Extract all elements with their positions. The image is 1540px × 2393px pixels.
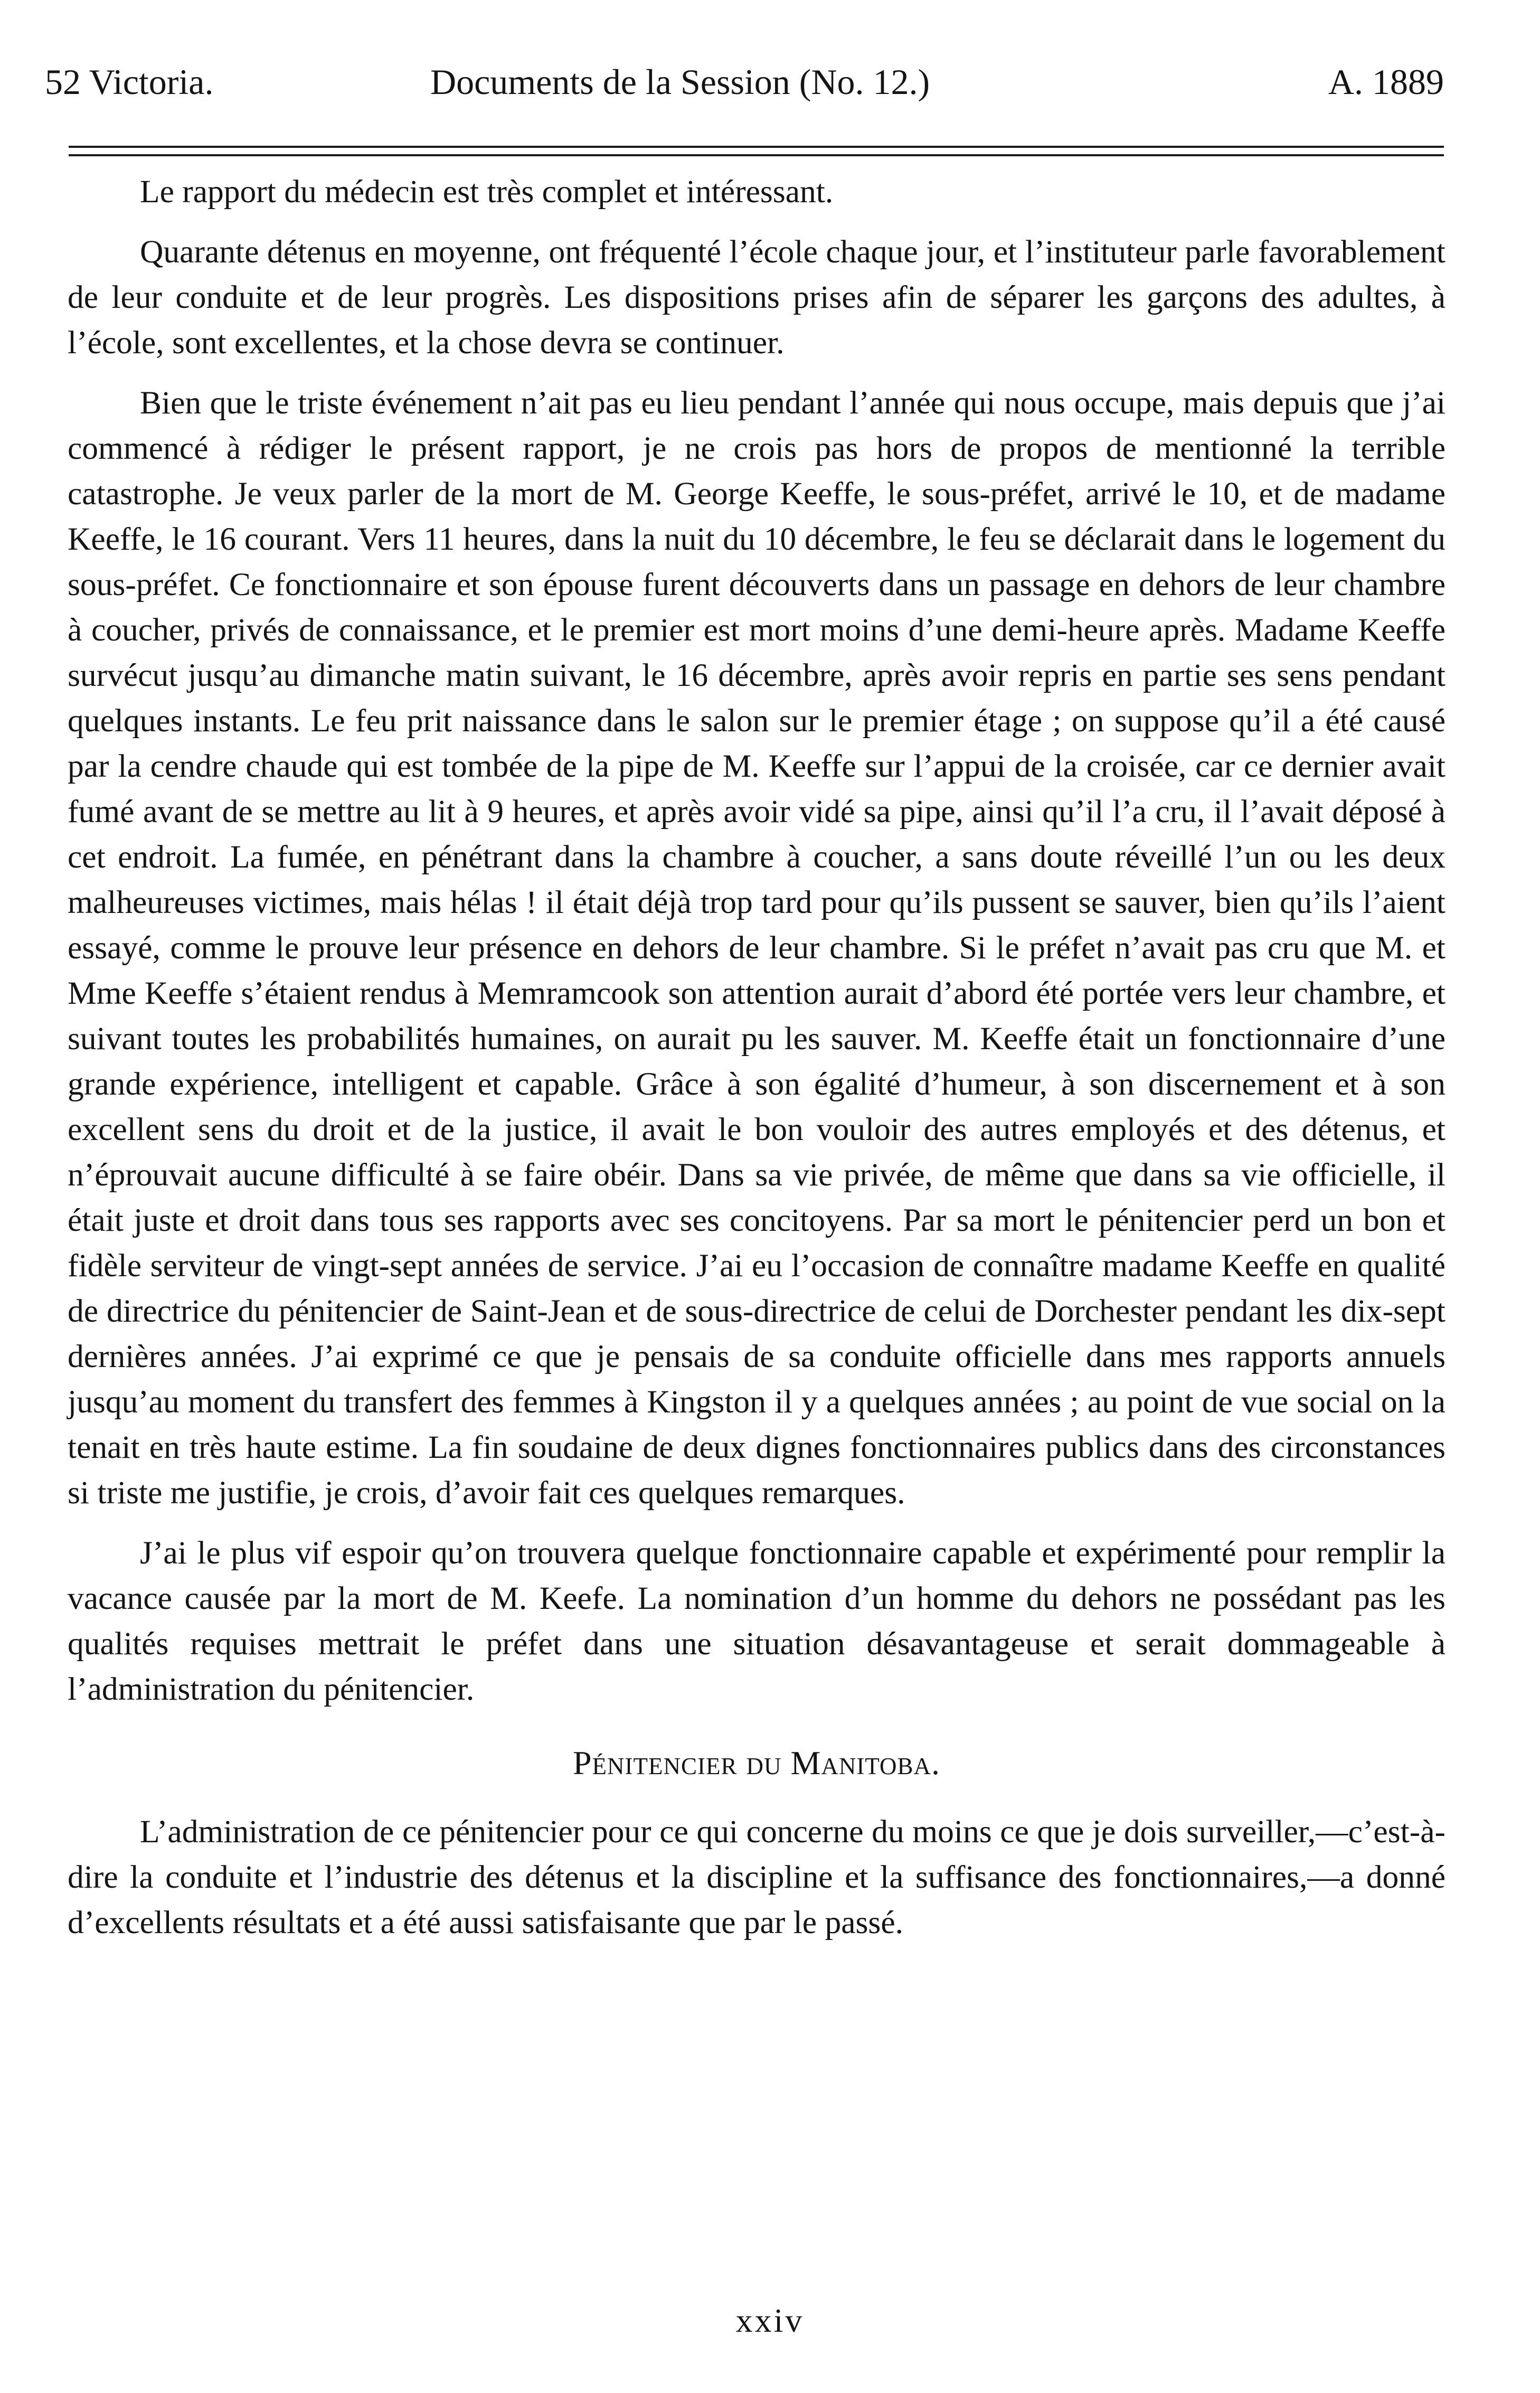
- header-volume: 52 Victoria.: [45, 62, 214, 102]
- header-rule-bottom: [69, 154, 1444, 156]
- header-title: Documents de la Session (No. 12.): [430, 62, 930, 102]
- body-text: [68, 169, 1445, 1960]
- page-number: xxiv: [735, 2302, 805, 2339]
- header-rule-top: [69, 146, 1444, 148]
- paragraph: J’ai le plus vif espoir qu’on trouvera quelque fonctionnaire capable et expérimenté pour remplir la vacance causée par la mort de M. Keefe. La nomination d’un homme du dehors ne possédant pas les qualités requises mettrait le préfet dans une situation désavantageuse et serait dommageable à l’administration du pénitencier.: [68, 1535, 1445, 1707]
- section-heading: Pénitencier du Manitoba.: [572, 1744, 941, 1782]
- paragraph: L’administration de ce pénitencier pour ce qui concerne du moins ce que je dois surveiller,—c’est-à-dire la conduite et l’industrie des détenus et la discipline et la suffisance des fonctionnaires,—a donné d’excellents résultats et a été aussi satisfaisante que par le passé.: [68, 1814, 1445, 1940]
- paragraph: Bien que le triste événement n’ait pas eu lieu pendant l’année qui nous occupe, mais depuis que j’ai commencé à rédiger le présent rapport, je ne crois pas hors de propos de mentionné la terrible catastrophe. Je veux parler de la mort de M. George Keeffe, le sous-préfet, arrivé le 10, et de madame Keeffe, le 16 courant. Vers 11 heures, dans la nuit du 10 décembre, le feu se déclarait dans le logement du sous-préfet. Ce fonctionnaire et son épouse furent découverts dans un passage en dehors de leur chambre à coucher, privés de connaissance, et le premier est mort moins d’une demi-heure après. Madame Keeffe survécut jusqu’au dimanche matin suivant, le 16 décembre, après avoir repris en partie ses sens pendant quelques instants. Le feu prit naissance dans le salon sur le premier étage ; on suppose qu’il a été causé par la cendre chaude qui est tombée de la pipe de M. Keeffe sur l’appui de la croisée, car ce dernier avait fumé avant de se mettre au lit à 9 heures, et après avoir vidé sa pipe, ainsi qu’il l’a cru, il l’avait déposé à cet endroit. La fumée, en pénétrant dans la chambre à coucher, a sans doute réveillé l’un ou les deux malheureuses victimes, mais hélas ! il était déjà trop tard pour qu’ils pussent se sauver, bien qu’ils l’aient essayé, comme le prouve leur présence en dehors de leur chambre. Si le préfet n’avait pas cru que M. et Mme Keeffe s’étaient rendus à Memramcook son attention aurait d’abord été portée vers leur chambre, et suivant toutes les probabilités humaines, on aurait pu les sauver. M. Keeffe était un fonctionnaire d’une grande expérience, intelligent et capable. Grâce à son égalité d’humeur, à son discernement et à son excellent sens du droit et de la justice, il avait le bon vouloir des autres employés et des détenus, et n’éprouvait aucune difficulté à se faire obéir. Dans sa vie privée, de même que dans sa vie officielle, il était juste et droit dans tous ses rapports avec ses concitoyens. Par sa mort le pénitencier perd un bon et fidèle serviteur de vingt-sept années de service. J’ai eu l’occasion de connaître madame Keeffe en qualité de directrice du pénitencier de Saint-Jean et de sous-directrice de celui de Dorchester pendant les dix-sept dernières années. J’ai exprimé ce que je pensais de sa conduite officielle dans mes rapports annuels jusqu’au moment du transfert des femmes à Kingston il y a quelques années ; au point de vue social on la tenait en très haute estime. La fin soudaine de deux dignes fonctionnaires publics dans des circonstances si triste me justifie, je crois, d’avoir fait ces quelques remarques.: [68, 385, 1445, 1511]
- paragraph: Quarante détenus en moyenne, ont fréquenté l’école chaque jour, et l’instituteur parle favorablement de leur conduite et de leur progrès. Les dispositions prises afin de séparer les garçons des adultes, à l’école, sont excellentes, et la chose devra se continuer.: [68, 234, 1445, 361]
- header-year: A. 1889: [1328, 62, 1444, 102]
- running-header: [45, 58, 1449, 106]
- paragraph: Le rapport du médecin est très complet et intéressant.: [140, 174, 834, 210]
